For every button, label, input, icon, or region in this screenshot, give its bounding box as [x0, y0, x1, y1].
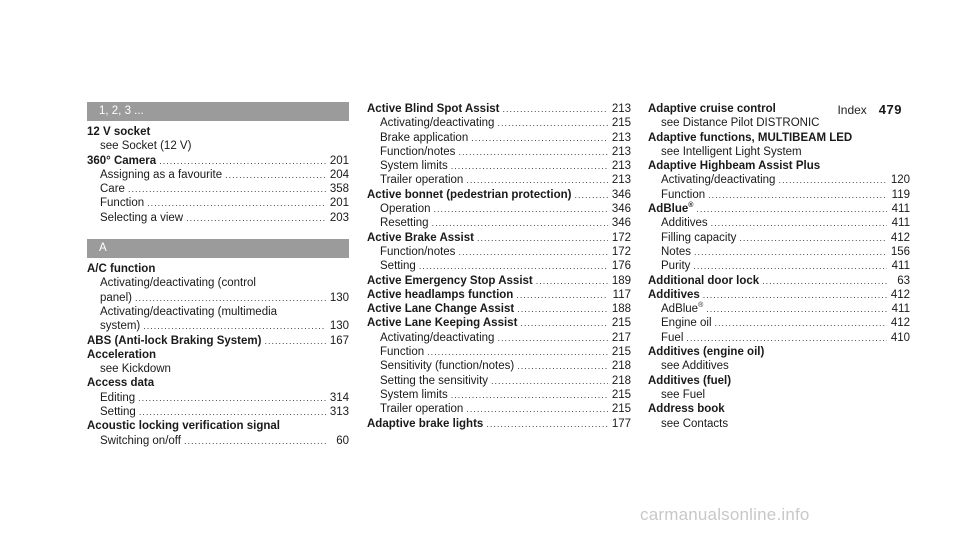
sub-entry-row: [367, 159, 631, 173]
sub-entry-page: 213: [611, 145, 631, 158]
sub-entry-row: [87, 168, 349, 182]
entry-page: 117: [612, 288, 631, 301]
sub-entry-title: Trailer operation: [380, 174, 464, 187]
entry-title: Active bonnet (pedestrian protection): [367, 188, 572, 201]
sub-entry-row: [367, 259, 631, 273]
entry-title: Address book: [648, 403, 725, 416]
entry-title: Adaptive cruise control: [648, 103, 776, 115]
sub-entry-row: [648, 259, 910, 273]
index-entry: [367, 288, 631, 302]
sub-entry-page: 213: [611, 174, 631, 187]
sub-entry-title: Switching on/off: [100, 434, 181, 447]
entry-see: see Additives: [661, 360, 729, 373]
sub-entry-page: 176: [611, 260, 631, 273]
entry-page: 188: [611, 303, 631, 316]
index-column-2: [367, 102, 631, 431]
sub-entry-title: Setting the sensitivity: [380, 374, 489, 387]
sub-entry-row: [367, 202, 631, 216]
entry-title: Additives: [648, 288, 700, 301]
entry-title: Acoustic locking verification signal: [87, 420, 280, 433]
entry-title: AdBlue®: [648, 202, 694, 216]
sub-entry-page: 213: [611, 131, 631, 144]
sub-entry-page: 218: [611, 360, 631, 373]
sub-entry-page: 411: [891, 217, 910, 230]
entry-page: 201: [329, 154, 349, 167]
sub-entry-page: 172: [611, 245, 631, 258]
sub-entry-page: 346: [611, 217, 631, 230]
index-entry: [367, 188, 631, 202]
sub-entry-page: 213: [611, 160, 631, 173]
sub-entry-title: System limits: [380, 388, 448, 401]
entry-see: see Fuel: [661, 388, 706, 401]
entry-title: Active Emergency Stop Assist: [367, 274, 533, 287]
entry-title: Acceleration: [87, 348, 157, 361]
entry-page: 412: [890, 288, 910, 301]
index-entry: [87, 125, 349, 154]
index-entry: [87, 419, 349, 448]
entry-title: ABS (Anti-lock Braking System): [87, 334, 262, 347]
sub-entry-title: Care: [100, 183, 125, 196]
sub-entry-page: 411: [891, 260, 910, 273]
sub-entry-title: Resetting: [380, 217, 429, 230]
sub-entry-page: 218: [611, 374, 631, 387]
entry-page: 411: [891, 203, 910, 216]
index-entry: [367, 316, 631, 330]
sub-entry-row: [648, 302, 910, 316]
sub-entry-row: [367, 245, 631, 259]
index-entry: [648, 288, 910, 302]
sub-entry-row: [87, 182, 349, 196]
entry-title: Active Lane Keeping Assist: [367, 317, 518, 330]
sub-entry-row: [87, 319, 349, 333]
sub-entry-title: Assigning as a favourite: [100, 168, 223, 181]
sub-entry-title: panel): [100, 291, 132, 304]
sub-entry-title: Operation: [380, 203, 431, 216]
index-entry: [367, 102, 631, 116]
entry-title: A/C function: [87, 263, 156, 276]
sub-entry-title: Fuel: [661, 331, 684, 344]
entry-title: Additives (engine oil): [648, 346, 765, 359]
entry-see: see Kickdown: [100, 363, 171, 376]
sub-entry-row: [367, 216, 631, 230]
sub-entry-page: 314: [329, 391, 349, 404]
entry-title: Adaptive Highbeam Assist Plus: [648, 160, 821, 173]
sub-entry-row: [87, 211, 349, 225]
entry-see: see Intelligent Light System: [661, 145, 802, 158]
sub-entry-row: [87, 196, 349, 210]
sub-entry-page: 130: [329, 291, 349, 304]
index-entry: [648, 274, 910, 288]
sub-entry-title: Notes: [661, 245, 692, 258]
sub-entry-row: [648, 173, 910, 187]
sub-entry-row: [367, 173, 631, 187]
entry-title: Access data: [87, 377, 155, 390]
sub-entry-title: Activating/deactivating: [380, 117, 495, 130]
sub-entry-page: 217: [611, 331, 631, 344]
index-entry: [87, 334, 349, 348]
sub-entry-row: [648, 231, 910, 245]
sub-entry-row: [367, 374, 631, 388]
index-entry: [367, 417, 631, 431]
sub-entry-page: 204: [329, 168, 349, 181]
sub-entry-page: 412: [890, 231, 910, 244]
entry-title: Adaptive functions, MULTIBEAM LED: [648, 131, 853, 144]
sub-entry-title: system): [100, 320, 141, 333]
sub-entry-row: [367, 388, 631, 402]
sub-entry-title: Activating/deactivating (multimedia: [100, 305, 278, 318]
index-entry: [367, 231, 631, 245]
sub-entry-title: Activating/deactivating: [380, 331, 495, 344]
index-entry: [87, 376, 349, 419]
sub-entry-page: 346: [611, 203, 631, 216]
index-entry: [648, 202, 910, 216]
sub-entry-title: Function: [661, 188, 706, 201]
entry-title: 360° Camera: [87, 154, 157, 167]
sub-entry-row: [367, 331, 631, 345]
index-column-3: [648, 102, 910, 431]
sub-entry-page: 215: [611, 346, 631, 359]
sub-entry-title: Function/notes: [380, 245, 456, 258]
sub-entry-title: Filling capacity: [661, 231, 737, 244]
sub-entry-title: Trailer operation: [380, 403, 464, 416]
sub-entry-title: Brake application: [380, 131, 469, 144]
sub-entry-title: AdBlue®: [661, 302, 704, 316]
watermark-text: carmanualsonline.info: [640, 505, 810, 524]
sub-entry-row: [87, 391, 349, 405]
sub-entry-page: 203: [329, 211, 349, 224]
entry-page: 63: [897, 274, 910, 287]
index-entry: [367, 302, 631, 316]
page-number: 479: [878, 102, 902, 117]
sub-entry-title: Engine oil: [661, 317, 712, 330]
sub-entry-row: [87, 434, 349, 448]
sub-entry-title: Editing: [100, 391, 136, 404]
sub-entry-row: [648, 216, 910, 230]
sub-entry-page: 313: [329, 406, 349, 419]
sub-entry-title: Setting: [380, 260, 416, 273]
entry-page: 189: [611, 274, 631, 287]
sub-entry-title: Additives: [661, 217, 708, 230]
index-entry: [87, 154, 349, 225]
sub-entry-row: [87, 291, 349, 305]
sub-entry-title: Function: [380, 346, 425, 359]
sub-entry-title: Activating/deactivating: [661, 174, 776, 187]
entry-row: [87, 154, 349, 168]
entry-title: Active Brake Assist: [367, 231, 474, 244]
header-label: Index: [837, 103, 867, 117]
index-column-1: [87, 102, 349, 448]
entry-title: Active Lane Change Assist: [367, 303, 515, 316]
sub-entry-page: 410: [890, 331, 910, 344]
sub-entry-row: [87, 405, 349, 419]
sub-entry-title: System limits: [380, 160, 448, 173]
section-header-a: A: [87, 239, 349, 258]
sub-entry-row: [367, 131, 631, 145]
index-entry: [367, 274, 631, 288]
index-entry: [87, 262, 349, 333]
sub-entry-row: [367, 145, 631, 159]
entry-see: see Distance Pilot DISTRONIC: [661, 117, 820, 130]
sub-entry-title: Function/notes: [380, 145, 456, 158]
entry-page: 213: [611, 103, 631, 115]
sub-entry-title: Activating/deactivating (control: [100, 277, 256, 290]
entry-page: 215: [611, 317, 631, 330]
sub-entry-title: Selecting a view: [100, 211, 184, 224]
sub-entry-row: [648, 316, 910, 330]
sub-entry-page: 130: [329, 320, 349, 333]
entry-title: Active Blind Spot Assist: [367, 103, 500, 115]
sub-entry-page: 215: [611, 117, 631, 130]
sub-entry-page: 60: [336, 434, 349, 447]
sub-entry-page: 358: [329, 183, 349, 196]
index-entry: [87, 348, 349, 377]
sub-entry-row: [367, 402, 631, 416]
sub-entry-page: 119: [891, 188, 910, 201]
sub-entry-page: 156: [890, 245, 910, 258]
sub-entry-row: [367, 345, 631, 359]
entry-see: see Contacts: [661, 417, 729, 430]
sub-entry-page: 215: [611, 388, 631, 401]
entry-title: Adaptive brake lights: [367, 417, 484, 430]
entry-title: Additives (fuel): [648, 374, 732, 387]
sub-entry-page: 201: [329, 197, 349, 210]
sub-entry-title: Purity: [661, 260, 691, 273]
sub-entry-row: [367, 359, 631, 373]
section-header-numbers: 1, 2, 3 ...: [87, 102, 349, 121]
sub-entry-row: [648, 245, 910, 259]
sub-entry-row: [648, 188, 910, 202]
entry-page: 177: [611, 417, 631, 430]
sub-entry-page: 411: [891, 303, 910, 316]
sub-entry-title: Function: [100, 197, 145, 210]
sub-entry-page: 120: [890, 174, 910, 187]
entry-page: 172: [611, 231, 631, 244]
sub-entry-row: [367, 116, 631, 130]
sub-entry-row: [648, 331, 910, 345]
entry-see: see Socket (12 V): [100, 140, 192, 153]
entry-title: Additional door lock: [648, 274, 760, 287]
sub-entry-title: Setting: [100, 406, 136, 419]
entry-title: Active headlamps function: [367, 288, 514, 301]
entry-title: 12 V socket: [87, 126, 151, 138]
sub-entry-title: Sensitivity (function/notes): [380, 360, 515, 373]
entry-page: 167: [329, 334, 349, 347]
sub-entry-page: 412: [890, 317, 910, 330]
entry-page: 346: [611, 188, 631, 201]
sub-entry-page: 215: [611, 403, 631, 416]
